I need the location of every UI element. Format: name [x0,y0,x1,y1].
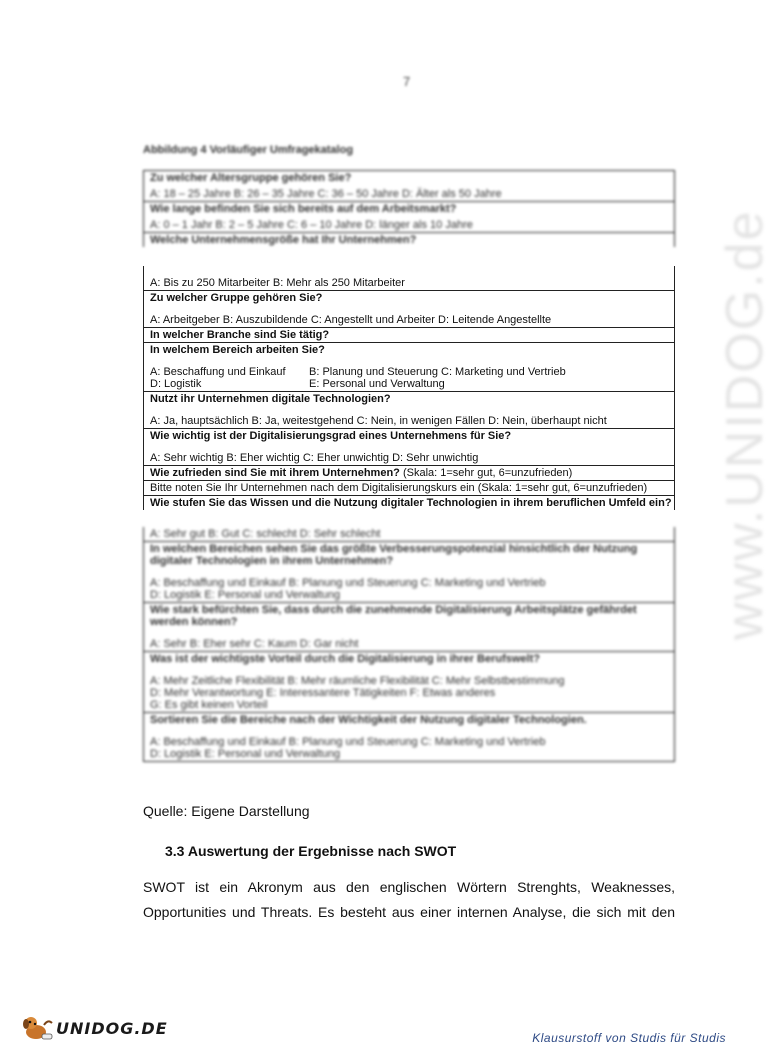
table-row [143,496,675,510]
question-text: Wie lange befinden Sie sich bereits auf dem Arbeitsmarkt? [150,203,457,215]
answer-text: A: 0 – 1 Jahr B: 2 – 5 Jahre C: 6 – 10 Jahre D: länger als 10 Jahre [150,219,473,231]
paragraph-line: SWOT ist ein Akronym aus den englischen Wörtern Strenghts, Weaknesses, [143,879,675,895]
question-text [150,482,670,494]
answer-option: B: Planung und Steuerung [309,366,439,378]
question-text: Zu welcher Gruppe gehören Sie? [150,292,323,304]
answer-option: C: Marketing und Vertrieb [441,366,566,378]
answer-text: D: Logistik E: Personal und Verwaltung [150,748,341,760]
question-text: Wie wichtig ist der Digitalisierungsgrad eines Unternehmens für Sie? [150,430,512,442]
answer-text: A: Beschaffung und Einkauf B: Planung und Steuerung C: Marketing und Vertrieb [150,577,546,589]
table-row [143,202,675,233]
figure-caption: Abbildung 4 Vorläufiger Umfragekatalog [143,144,354,156]
table-row [143,233,675,247]
answer-text: A: Ja, hauptsächlich B: Ja, weitestgehend C: Nein, in wenigen Fällen D: Nein, überhaupt nicht [150,415,607,427]
survey-table-top-blurred [143,170,675,247]
question-text: In welchem Bereich arbeiten Sie? [150,344,325,356]
question-text: Was ist der wichtigste Vorteil durch die Digitalisierung in ihrer Berufswelt? [150,653,540,665]
answer-text: A: Beschaffung und Einkauf B: Planung und Steuerung C: Marketing und Vertrieb [150,736,546,748]
survey-table-bottom-blurred [143,527,675,762]
table-row [143,170,675,202]
paragraph-line: Opportunities und Threats. Es besteht aus einer internen Analyse, die sich mit den [143,904,675,920]
answer-text: A: Sehr B: Eher sehr C: Kaum D: Gar nicht [150,638,359,650]
answer-text: A: Arbeitgeber B: Auszubildende C: Angestellt und Arbeiter D: Leitende Angestellte [150,314,552,326]
question-text: In welchen Bereichen sehen Sie das größte Verbesserungspotenzial hinsichtlich der Nutzung digitaler Technologien in ihrem Unternehmen? [150,543,638,567]
watermark: www.UNIDOG.de [716,209,774,640]
question-text: Nutzt ihr Unternehmen digitale Technologien? [150,393,391,405]
table-row [143,481,675,496]
question-plain: Bitte noten Sie Ihr Unternehmen nach dem Digitalisierungskurs ein [150,482,475,494]
answer-option: E: Personal und Verwaltung [309,378,445,390]
table-row [143,713,675,762]
table-row [143,266,675,291]
question-text: Wie stark befürchten Sie, dass durch die zunehmende Digitalisierung Arbeitsplätze gefährdet werden können? [150,604,637,628]
table-row [143,392,675,429]
table-row [143,466,675,481]
question-text: In welcher Branche sind Sie tätig? [150,329,330,341]
answer-option: A: Beschaffung und Einkauf [150,366,286,378]
page-number: 7 [403,74,411,89]
table-row [143,429,675,466]
question-text: Sortieren Sie die Bereiche nach der Wichtigkeit der Nutzung digitaler Technologien. [150,714,587,726]
answer-text: A: Sehr wichtig B: Eher wichtig C: Eher unwichtig D: Sehr unwichtig [150,452,479,464]
answer-option: D: Logistik [150,378,202,390]
scale-hint: (Skala: 1=sehr gut, 6=unzufrieden) [399,467,573,479]
unidog-logo[interactable] [22,1014,168,1042]
logo-text: UNIDOG.DE [56,1018,168,1038]
answer-text: D: Mehr Verantwortung E: Interessantere Tätigkeiten F: Etwas anderes [150,687,496,699]
answer-text: A: Sehr gut B: Gut C: schlecht D: Sehr schlecht [150,528,381,540]
figure-source: Quelle: Eigene Darstellung [143,803,310,819]
question-text: Wie stufen Sie das Wissen und die Nutzung digitaler Technologien in ihrem beruflichen Umfeld ein? [150,497,672,509]
answer-text: G: Es gibt keinen Vorteil [150,699,268,711]
answer-text: A: Mehr Zeitliche Flexibilität B: Mehr räumliche Flexibilität C: Mehr Selbstbestimmung [150,675,565,687]
table-row [143,328,675,343]
answer-text: A: Bis zu 250 Mitarbeiter B: Mehr als 250 Mitarbeiter [150,277,405,289]
section-heading: 3.3 Auswertung der Ergebnisse nach SWOT [165,843,457,859]
body-paragraph [143,875,675,925]
scale-hint: (Skala: 1=sehr gut, 6=unzufrieden) [474,482,648,494]
question-text: Zu welcher Altersgruppe gehören Sie? [150,172,352,184]
dog-icon [22,1014,54,1042]
question-text [150,467,670,479]
table-row [143,603,675,652]
question-bold: Wie zufrieden sind Sie mit ihrem Unternehmen? [150,467,400,479]
table-row [143,343,675,392]
table-row [143,652,675,713]
survey-table [143,266,675,510]
table-row [143,527,675,542]
answer-text: A: 18 – 25 Jahre B: 26 – 35 Jahre C: 36 – 50 Jahre D: Älter als 50 Jahre [150,188,502,200]
footer-tagline: Klausurstoff von Studis für Studis [532,1031,726,1045]
table-row [143,542,675,603]
question-text: Welche Unternehmensgröße hat Ihr Unternehmen? [150,234,417,246]
answer-text: D: Logistik E: Personal und Verwaltung [150,589,341,601]
table-row [143,291,675,328]
